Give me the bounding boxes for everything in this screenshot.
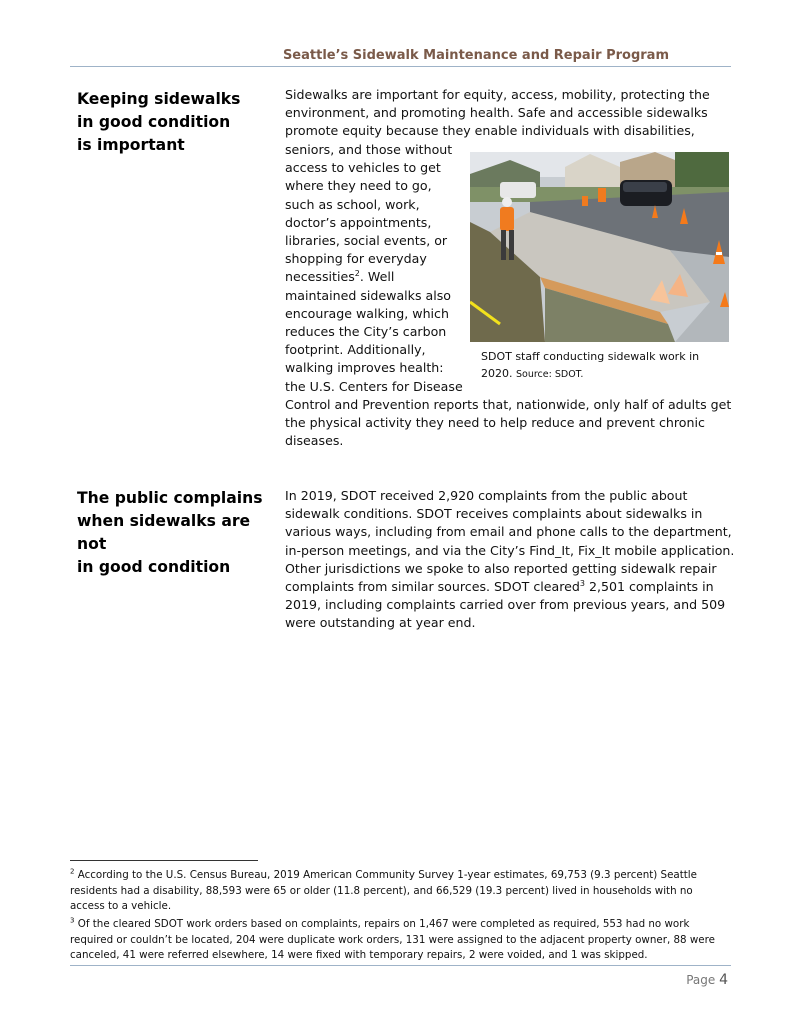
wrap-line: walking improves health: [285,360,444,376]
wrap-line: such as school, work, [285,196,420,212]
necessities-word: necessities [285,269,355,285]
body-paragraph-wrap [285,141,465,396]
wrap-line-with-ref [285,268,465,286]
wrap-line: reduces the City’s carbon [285,324,447,340]
footnote-rule [70,860,258,861]
footnote-text: Of the cleared SDOT work orders based on complaints, repairs on 1,467 were completed as required, 553 had no work required or couldn’t be located, 204 were duplicate work orders, 131 were assigned to the adjacent property owner, 88 were canceled, 41 were referred elsewhere, 14 were fixed with temporary repairs, 2 were voided, and 1 was skipped. [70,918,715,961]
body-paragraph-bottom: Control and Prevention reports that, nationwide, only half of adults get the physical activity they need to help reduce and prevent chronic diseases. [285,397,732,449]
wrap-line: access to vehicles to get [285,160,441,176]
page-num: 4 [719,972,728,988]
wrap-line: libraries, social events, or [285,233,448,249]
caption-text: SDOT staff conducting sidewalk work in 2020. [481,350,700,380]
wrap-line: doctor’s appointments, [285,214,432,230]
body-paragraph-top: Sidewalks are important for equity, access, mobility, protecting the environment, and promoting health. Safe and accessible sidewalks promote equity because they enable individuals with disabilities, [285,87,710,139]
footer-rule [70,965,731,966]
wrap-line: footprint. Additionally, [285,342,426,358]
footnote-number: 3 [70,916,75,925]
wrap-line: maintained sidewalks also [285,287,452,303]
wrap-line: shopping for everyday [285,251,427,267]
section-heading-keeping-sidewalks [77,88,277,157]
footnote-number: 2 [70,867,75,876]
complaints-paragraph [285,487,735,633]
running-header: Seattle’s Sidewalk Maintenance and Repair Program [282,48,669,63]
footnote-ref-2[interactable]: 2 [354,269,360,279]
heading-line: when sidewalks are not [77,512,251,553]
section-heading-public-complains [77,487,277,579]
caption-source: Source: SDOT. [516,369,584,380]
photo-caption [481,348,721,383]
heading-line: Keeping sidewalks [77,90,241,108]
footnote-text: According to the U.S. Census Bureau, 2019 American Community Survey 1-year estimates, 69,753 (9.3 percent) Seattle residents had a disability, 88,593 were 65 or older (11.8 percent), and 66,529 (19.3 percent) lived in households with no access to a vehicle. [70,869,697,912]
footnote-ref-3[interactable]: 3 [579,578,585,588]
footnote-2 [70,868,730,915]
wrap-line: seniors, and those without [285,142,453,157]
complaints-text-cont: 2,501 complaints in 2019, including complaints carried over from previous years, and 509 were outstanding at year end. [285,579,726,631]
wrap-line: the U.S. Centers for Disease [285,378,463,394]
header-rule [70,66,731,67]
after-ref-text: . Well [359,269,395,285]
heading-line: The public complains [77,489,263,507]
wrap-line: encourage walking, which [285,305,449,321]
sidewalk-work-photo [470,152,729,342]
heading-line: in good condition [77,113,231,131]
heading-line: is important [77,136,185,154]
wrap-line: where they need to go, [285,178,432,194]
photo-illustration [470,152,729,342]
page-label: Page [686,973,716,987]
complaints-text: In 2019, SDOT received 2,920 complaints from the public about sidewalk conditions. SDOT receives complaints about sidewalks in various ways, including from email and phone calls to the department, in-person meetings, and via the City’s Find_It, Fix_It mobile application. Other jurisdictions we spoke to also reported getting sidewalk repair complaints from similar sources. SDOT cleared [285,488,735,595]
page-number [686,972,728,988]
heading-line: in good condition [77,558,231,576]
footnote-3 [70,917,730,964]
